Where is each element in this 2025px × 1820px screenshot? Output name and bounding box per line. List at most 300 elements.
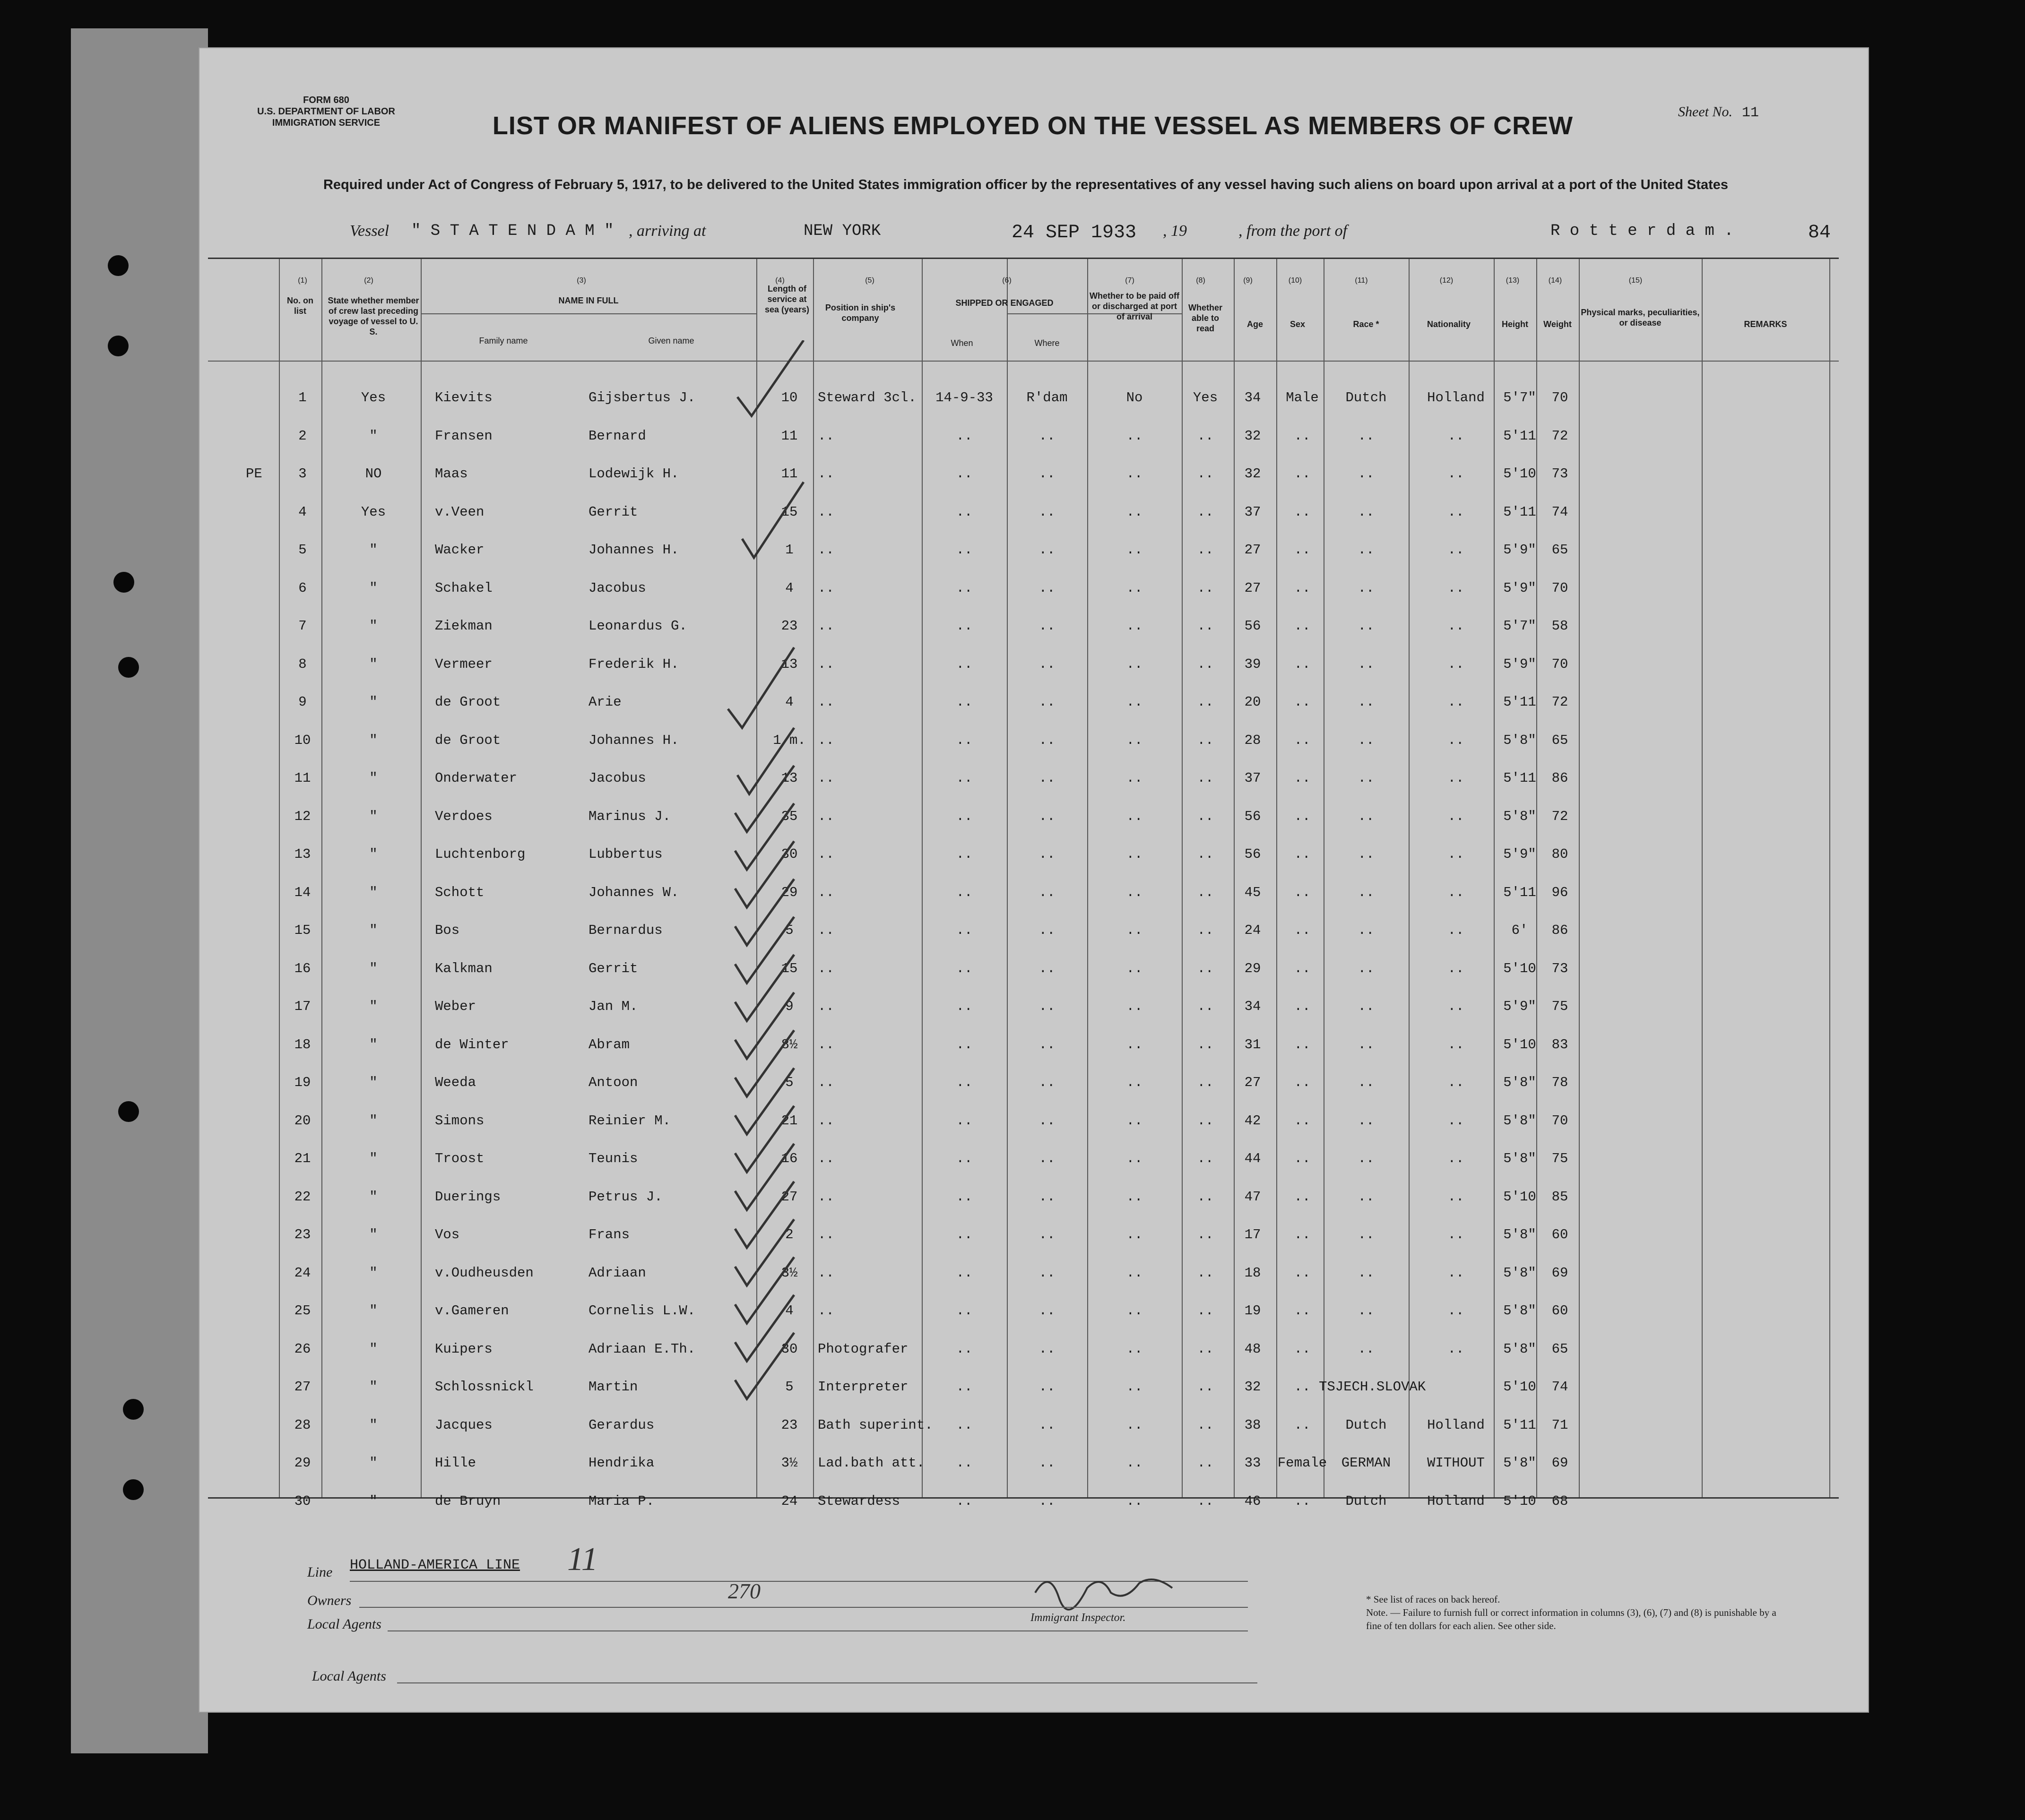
cell-no: 9 [298, 694, 307, 710]
cell-given: Gerrit [588, 504, 638, 520]
cell-wt: 72 [1551, 428, 1568, 444]
cell-len: 27 [781, 1189, 798, 1205]
arriving-label: , arriving at [629, 222, 706, 240]
cell-family: de Bruyn [435, 1493, 501, 1509]
cell-no: 2 [298, 428, 307, 444]
cell-no: 13 [294, 846, 311, 862]
cell-where: .. [1038, 732, 1056, 748]
column-number: (15) [1628, 276, 1643, 285]
cell-where: .. [1038, 694, 1056, 710]
cell-pos: Lad.bath att. [818, 1455, 925, 1471]
cell-len: 16 [781, 1151, 798, 1166]
cell-wt: 78 [1551, 1075, 1568, 1090]
cell-ht: 5'10 [1503, 1189, 1536, 1205]
cell-age: 32 [1244, 466, 1261, 482]
table-row [0, 770, 2025, 808]
cell-no: 18 [294, 1036, 311, 1052]
table-row [0, 694, 2025, 732]
cell-nat: .. [1447, 1075, 1464, 1090]
cell-age: 56 [1244, 846, 1261, 862]
cell-wt: 74 [1551, 1379, 1568, 1395]
corner-number: 84 [1808, 222, 1831, 243]
cell-nat: .. [1447, 1036, 1464, 1052]
cell-where: .. [1038, 1265, 1056, 1281]
cell-family: de Winter [435, 1036, 509, 1052]
cell-wt: 70 [1551, 580, 1568, 596]
cell-pos: .. [818, 808, 834, 824]
cell-nat: .. [1447, 656, 1464, 672]
column-number: (5) [865, 276, 874, 285]
cell-where: .. [1038, 1455, 1056, 1471]
cell-prev: " [369, 428, 378, 444]
cell-sex: .. [1294, 1113, 1311, 1129]
cell-when: .. [956, 1303, 973, 1319]
cell-nat: .. [1447, 846, 1464, 862]
sheet-value: 11 [1741, 105, 1759, 121]
cell-wt: 72 [1551, 808, 1568, 824]
header-race: Race * [1353, 319, 1379, 329]
cell-age: 17 [1244, 1227, 1261, 1242]
cell-nat: .. [1447, 580, 1464, 596]
cell-where: .. [1038, 542, 1056, 558]
cell-where: .. [1038, 428, 1056, 444]
cell-prev: " [369, 1189, 378, 1205]
cell-len: 4 [785, 694, 794, 710]
cell-given: Reinier M. [588, 1113, 671, 1129]
cell-nat: .. [1447, 1265, 1464, 1281]
cell-when: .. [956, 999, 973, 1014]
cell-given: Leonardus G. [588, 618, 687, 634]
cell-prev: Yes [361, 390, 386, 405]
cell-given: Martin [588, 1379, 638, 1395]
handwritten-11: 11 [567, 1541, 598, 1578]
cell-nat: .. [1447, 960, 1464, 976]
checkmark-icon [728, 340, 804, 1399]
cell-prev: " [369, 1265, 378, 1281]
table-row [0, 466, 2025, 504]
form-number: FORM 680 [303, 95, 349, 105]
cell-when: .. [956, 694, 973, 710]
arrival-date: 24 SEP 1933 [1012, 222, 1137, 243]
cell-age: 33 [1244, 1455, 1261, 1471]
handwritten-270: 270 [728, 1579, 761, 1603]
header-when: When [951, 338, 973, 348]
cell-paid: .. [1126, 1113, 1143, 1129]
cell-no: 14 [294, 884, 311, 900]
cell-when: .. [956, 542, 973, 558]
cell-where: .. [1038, 1189, 1056, 1205]
cell-when: .. [956, 1493, 973, 1509]
cell-when: .. [956, 1075, 973, 1090]
header-remarks: REMARKS [1744, 319, 1787, 329]
cell-family: Duerings [435, 1189, 501, 1205]
header-no-on-list: No. on list [287, 296, 313, 316]
cell-no: 27 [294, 1379, 311, 1395]
cell-sex: .. [1294, 504, 1311, 520]
column-number: (4) [775, 276, 785, 285]
cell-family: Kalkman [435, 960, 493, 976]
cell-age: 47 [1244, 1189, 1261, 1205]
cell-race: TSJECH.SLOVAK [1319, 1379, 1426, 1395]
cell-len: 24 [781, 1493, 798, 1509]
cell-race: .. [1358, 808, 1375, 824]
cell-pos: .. [818, 694, 834, 710]
table-row [0, 1151, 2025, 1189]
cell-wt: 70 [1551, 1113, 1568, 1129]
header-family-name: Family name [479, 336, 528, 345]
cell-read: .. [1197, 923, 1214, 938]
cell-age: 56 [1244, 618, 1261, 634]
cell-race: GERMAN [1341, 1455, 1391, 1471]
cell-paid: .. [1126, 618, 1143, 634]
cell-paid: .. [1126, 504, 1143, 520]
cell-when: .. [956, 1189, 973, 1205]
cell-read: .. [1197, 1075, 1214, 1090]
cell-ht: 5'8" [1503, 1227, 1536, 1242]
cell-read: .. [1197, 1417, 1214, 1433]
cell-prev: " [369, 923, 378, 938]
cell-read: .. [1197, 846, 1214, 862]
cell-no: 10 [294, 732, 311, 748]
cell-race: .. [1358, 1341, 1375, 1357]
cell-where: .. [1038, 466, 1056, 482]
cell-read: .. [1197, 808, 1214, 824]
cell-wt: 86 [1551, 923, 1568, 938]
cell-family: Simons [435, 1113, 485, 1129]
cell-nat: .. [1447, 923, 1464, 938]
table-row [0, 504, 2025, 542]
cell-pos: .. [818, 846, 834, 862]
cell-wt: 58 [1551, 618, 1568, 634]
cell-where: .. [1038, 770, 1056, 786]
cell-family: de Groot [435, 732, 501, 748]
cell-ht: 5'10 [1503, 1493, 1536, 1509]
cell-family: v.Veen [435, 504, 485, 520]
header-able-read: Whether able to read [1188, 303, 1222, 333]
cell-age: 24 [1244, 923, 1261, 938]
cell-prev: " [369, 1493, 378, 1509]
cell-len: 11 [781, 466, 798, 482]
cell-when: .. [956, 1455, 973, 1471]
cell-prev: " [369, 618, 378, 634]
cell-wt: 74 [1551, 504, 1568, 520]
cell-age: 45 [1244, 884, 1261, 900]
cell-prev: " [369, 694, 378, 710]
cell-len: 10 [781, 390, 798, 405]
cell-given: Cornelis L.W. [588, 1303, 696, 1319]
cell-where: .. [1038, 1036, 1056, 1052]
cell-wt: 71 [1551, 1417, 1568, 1433]
cell-no: 11 [294, 770, 311, 786]
cell-paid: .. [1126, 656, 1143, 672]
header-where: Where [1034, 338, 1060, 348]
cell-ht: 5'11 [1503, 504, 1536, 520]
cell-no: 1 [298, 390, 307, 405]
cell-pos: Interpreter [818, 1379, 909, 1395]
header-height: Height [1502, 319, 1528, 329]
cell-read: .. [1197, 1227, 1214, 1242]
cell-race: .. [1358, 846, 1375, 862]
cell-where: .. [1038, 1379, 1056, 1395]
inspector-label: Immigrant Inspector. [1030, 1612, 1126, 1624]
cell-sex: .. [1294, 580, 1311, 596]
cell-read: .. [1197, 1341, 1214, 1357]
cell-family: Onderwater [435, 770, 518, 786]
cell-len: 1 m. [773, 732, 806, 748]
cell-no: 21 [294, 1151, 311, 1166]
table-row [0, 885, 2025, 923]
cell-given: Teunis [588, 1151, 638, 1166]
cell-wt: 73 [1551, 466, 1568, 482]
cell-prev: " [369, 656, 378, 672]
header-length-service: Length of service at sea (years) [764, 284, 810, 314]
cell-where: .. [1038, 960, 1056, 976]
cell-pos: .. [818, 1113, 834, 1129]
cell-when: .. [956, 428, 973, 444]
cell-race: .. [1358, 923, 1375, 938]
cell-no: 25 [294, 1303, 311, 1319]
cell-read: .. [1197, 1265, 1214, 1281]
cell-no: 4 [298, 504, 307, 520]
cell-sex: .. [1294, 960, 1311, 976]
cell-family: Kuipers [435, 1341, 493, 1357]
cell-when: .. [956, 846, 973, 862]
column-number: (9) [1243, 276, 1253, 285]
cell-len: 35 [781, 808, 798, 824]
cell-no: 16 [294, 960, 311, 976]
cell-read: .. [1197, 1151, 1214, 1166]
cell-wt: 80 [1551, 846, 1568, 862]
cell-when: .. [956, 732, 973, 748]
cell-family: Maas [435, 466, 468, 482]
cell-race: .. [1358, 466, 1375, 482]
cell-ht: 5'11 [1503, 428, 1536, 444]
binder-hole [108, 336, 129, 356]
cell-family: Schakel [435, 580, 493, 596]
table-row [0, 1379, 2025, 1417]
cell-no: 28 [294, 1417, 311, 1433]
note-star: * See list of races on back hereof. [1366, 1594, 1500, 1605]
cell-ht: 5'8" [1503, 1265, 1536, 1281]
cell-wt: 86 [1551, 770, 1568, 786]
cell-pos: .. [818, 1189, 834, 1205]
cell-nat: .. [1447, 428, 1464, 444]
cell-race: Dutch [1345, 1493, 1387, 1509]
cell-age: 39 [1244, 656, 1261, 672]
cell-given: Lodewijk H. [588, 466, 679, 482]
cell-age: 28 [1244, 732, 1261, 748]
cell-paid: .. [1126, 1455, 1143, 1471]
cell-when: .. [956, 960, 973, 976]
cell-given: Johannes W. [588, 884, 679, 900]
cell-read: .. [1197, 466, 1214, 482]
agents-label-2: Local Agents [312, 1668, 386, 1684]
cell-len: 29 [781, 884, 798, 900]
cell-race: .. [1358, 1151, 1375, 1166]
cell-age: 32 [1244, 428, 1261, 444]
cell-prev: " [369, 1113, 378, 1129]
cell-paid: .. [1126, 846, 1143, 862]
cell-family: Schott [435, 884, 485, 900]
header-nationality: Nationality [1427, 319, 1471, 329]
cell-race: .. [1358, 1075, 1375, 1090]
cell-when: .. [956, 1417, 973, 1433]
cell-wt: 96 [1551, 884, 1568, 900]
cell-given: Hendrika [588, 1455, 655, 1471]
cell-ht: 5'10 [1503, 960, 1536, 976]
cell-prev: Yes [361, 504, 386, 520]
cell-prev: " [369, 732, 378, 748]
cell-sex: .. [1294, 1227, 1311, 1242]
cell-paid: .. [1126, 884, 1143, 900]
cell-no: 20 [294, 1113, 311, 1129]
cell-where: .. [1038, 1075, 1056, 1090]
cell-len: 30 [781, 1341, 798, 1357]
cell-prev: " [369, 1341, 378, 1357]
cell-sex: .. [1294, 1379, 1311, 1395]
cell-sex: .. [1294, 1265, 1311, 1281]
cell-ht: 5'8" [1503, 732, 1536, 748]
cell-no: 22 [294, 1189, 311, 1205]
cell-paid: .. [1126, 1303, 1143, 1319]
cell-no: 26 [294, 1341, 311, 1357]
cell-no: 3 [298, 466, 307, 482]
cell-ht: 5'10 [1503, 1036, 1536, 1052]
cell-wt: 60 [1551, 1303, 1568, 1319]
cell-read: .. [1197, 960, 1214, 976]
cell-sex: .. [1294, 542, 1311, 558]
cell-where: .. [1038, 618, 1056, 634]
cell-ht: 5'11 [1503, 1417, 1536, 1433]
cell-where: .. [1038, 884, 1056, 900]
cell-nat: .. [1447, 770, 1464, 786]
cell-len: 5 [785, 1075, 794, 1090]
checkmark-annotations [709, 340, 832, 1484]
cell-nat: .. [1447, 732, 1464, 748]
cell-pos: Photografer [818, 1341, 909, 1357]
cell-nat: Holland [1427, 1417, 1485, 1433]
header-sex: Sex [1289, 319, 1306, 329]
cell-where: .. [1038, 656, 1056, 672]
cell-wt: 75 [1551, 999, 1568, 1014]
cell-no: 15 [294, 923, 311, 938]
cell-family: Luchtenborg [435, 846, 526, 862]
from-label: , from the port of [1238, 222, 1348, 240]
cell-given: Gijsbertus J. [588, 390, 696, 405]
cell-race: .. [1358, 884, 1375, 900]
cell-ht: 5'8" [1503, 1075, 1536, 1090]
cell-sex: .. [1294, 618, 1311, 634]
cell-ht: 6' [1511, 923, 1528, 938]
table-row [0, 1417, 2025, 1455]
cell-given: Frederik H. [588, 656, 679, 672]
cell-nat: .. [1447, 808, 1464, 824]
column-number: (2) [364, 276, 373, 285]
cell-race: .. [1358, 428, 1375, 444]
cell-no: 5 [298, 542, 307, 558]
cell-ht: 5'7" [1503, 618, 1536, 634]
cell-len: 2 [785, 1227, 794, 1242]
cell-prev: " [369, 808, 378, 824]
cell-sex: .. [1294, 999, 1311, 1014]
cell-family: v.Oudheusden [435, 1265, 534, 1281]
cell-prev: " [369, 999, 378, 1014]
cell-pos: .. [818, 1036, 834, 1052]
cell-given: Petrus J. [588, 1189, 663, 1205]
cell-when: .. [956, 1227, 973, 1242]
cell-prev: " [369, 1455, 378, 1471]
header-weight: Weight [1543, 319, 1572, 329]
cell-when: .. [956, 770, 973, 786]
cell-read: .. [1197, 618, 1214, 634]
cell-wt: 70 [1551, 390, 1568, 405]
header-paid-off: Whether to be paid off or discharged at port of arrival [1090, 291, 1179, 321]
cell-age: 48 [1244, 1341, 1261, 1357]
cell-age: 27 [1244, 580, 1261, 596]
footer-agents-row [307, 1616, 381, 1632]
cell-family: Vos [435, 1227, 460, 1242]
cell-wt: 70 [1551, 656, 1568, 672]
cell-wt: 72 [1551, 694, 1568, 710]
cell-age: 18 [1244, 1265, 1261, 1281]
column-number: (13) [1506, 276, 1520, 285]
cell-len: 5 [785, 923, 794, 938]
year-label: , 19 [1163, 222, 1187, 240]
cell-paid: .. [1126, 1036, 1143, 1052]
cell-wt: 68 [1551, 1493, 1568, 1509]
page-title: LIST OR MANIFEST OF ALIENS EMPLOYED ON THE VESSEL AS MEMBERS OF CREW [492, 112, 1574, 140]
cell-given: Bernard [588, 428, 646, 444]
header-name-in-full: NAME IN FULL [558, 296, 619, 305]
cell-pos: .. [818, 960, 834, 976]
column-number: (14) [1548, 276, 1562, 285]
line-label: Line [307, 1564, 333, 1580]
inspector-signature [1030, 1564, 1182, 1612]
cell-sex: .. [1294, 1151, 1311, 1166]
table-row [0, 1493, 2025, 1531]
cell-family: Troost [435, 1151, 485, 1166]
header-age: Age [1246, 319, 1263, 329]
cell-where: R'dam [1026, 390, 1068, 405]
cell-when: .. [956, 618, 973, 634]
cell-len: 23 [781, 618, 798, 634]
cell-given: Abram [588, 1036, 630, 1052]
cell-when: .. [956, 1379, 973, 1395]
cell-age: 34 [1244, 390, 1261, 405]
line-value: HOLLAND-AMERICA LINE [350, 1557, 520, 1573]
cell-ht: 5'8" [1503, 1455, 1536, 1471]
cell-race: .. [1358, 960, 1375, 976]
table-row [0, 809, 2025, 846]
cell-sex: .. [1294, 923, 1311, 938]
cell-age: 38 [1244, 1417, 1261, 1433]
cell-len: 4 [785, 580, 794, 596]
table-row [0, 846, 2025, 884]
cell-ht: 5'9" [1503, 846, 1536, 862]
cell-age: 32 [1244, 1379, 1261, 1395]
cell-sex: .. [1294, 656, 1311, 672]
cell-given: Antoon [588, 1075, 638, 1090]
cell-where: .. [1038, 1303, 1056, 1319]
column-number: (12) [1439, 276, 1454, 285]
table-row [0, 1113, 2025, 1151]
cell-race: Dutch [1345, 1417, 1387, 1433]
cell-where: .. [1038, 1151, 1056, 1166]
cell-wt: 69 [1551, 1455, 1568, 1471]
cell-age: 34 [1244, 999, 1261, 1014]
cell-race: .. [1358, 694, 1375, 710]
cell-read: .. [1197, 542, 1214, 558]
